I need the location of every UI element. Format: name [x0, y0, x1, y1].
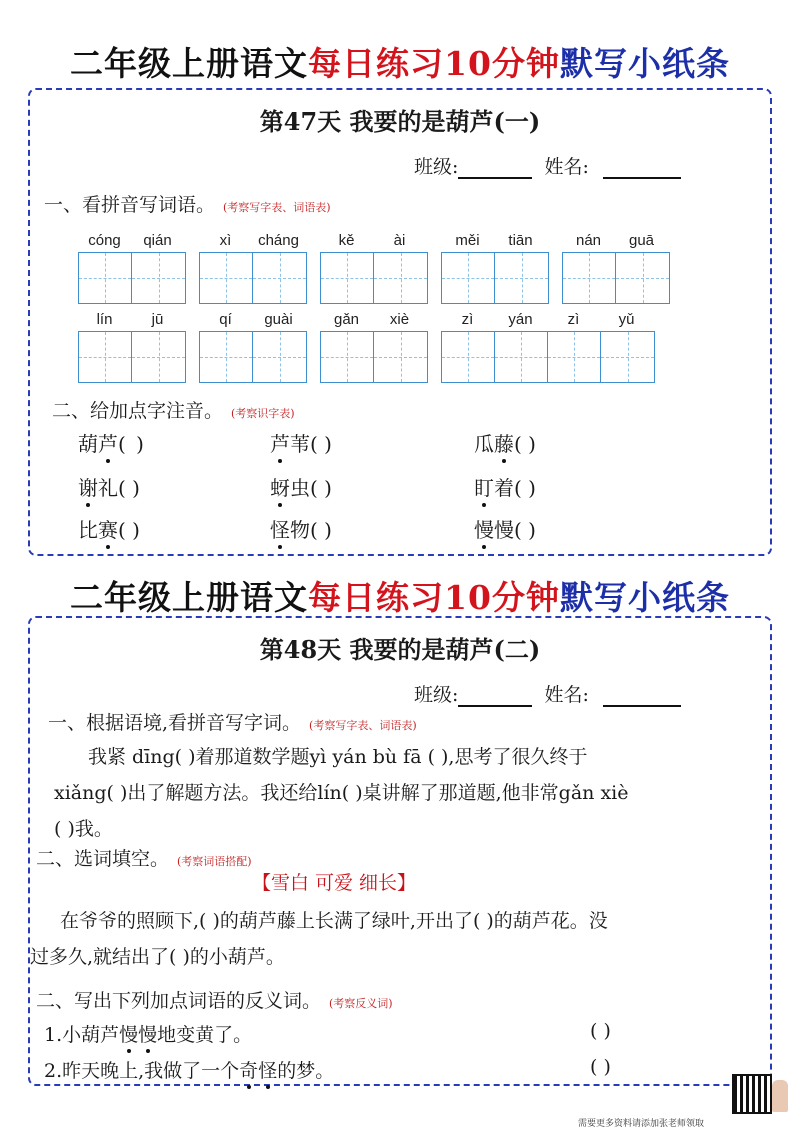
antonym-question-1: 1.小葫芦慢慢地变黄了。 — [44, 1020, 252, 1047]
word-grid-ganxie[interactable] — [320, 311, 428, 383]
class-label: 班级: — [414, 156, 459, 178]
writing-cell[interactable] — [253, 332, 306, 382]
writing-cell[interactable] — [442, 253, 495, 303]
writing-cell[interactable] — [132, 332, 185, 382]
writing-cell[interactable] — [548, 332, 601, 382]
day47-title: 第47天 我要的是葫芦(一) — [259, 107, 541, 136]
fill-paragraph-line2[interactable]: 过多久,就结出了( )的小葫芦。 — [30, 946, 285, 968]
section-title: 一、看拼音写词语。 — [44, 194, 216, 216]
section-title: 二、写出下列加点词语的反义词。 — [36, 990, 322, 1012]
section-note: (考察反义词) — [329, 997, 393, 1010]
day48-section2-heading — [36, 844, 252, 871]
writing-cell[interactable] — [563, 253, 616, 303]
day47-card — [28, 88, 772, 556]
pinyin: cóng — [88, 232, 121, 249]
antonym-question-2: 2.昨天晚上,我做了一个奇怪的梦。 — [44, 1056, 334, 1083]
section-title: 二、给加点字注音。 — [52, 400, 224, 422]
day48-card — [28, 616, 772, 1086]
pinyin: xiè — [389, 311, 410, 328]
header-grade-text: 二年级上册语文 — [70, 44, 309, 83]
writing-cell[interactable] — [253, 253, 306, 303]
section-note: (考察写字表、词语表) — [223, 201, 331, 214]
pinyin: kě — [338, 232, 355, 249]
word-grid-ziyanziyu[interactable] — [441, 311, 655, 383]
pinyin: jū — [151, 311, 164, 328]
annotate-item[interactable]: 慢慢( ) — [474, 514, 536, 543]
footer-note: 需要更多资料请添加张老师领取 — [578, 1119, 705, 1129]
pinyin: guài — [264, 311, 293, 328]
annotate-item[interactable]: 比赛( ) — [78, 514, 140, 543]
section-note: (考察写字表、词语表) — [309, 719, 417, 732]
page-header-bottom — [0, 572, 800, 619]
annotate-item[interactable]: 芦苇( ) — [270, 428, 332, 457]
section-title: 二、选词填空。 — [36, 848, 170, 870]
writing-cell[interactable] — [601, 332, 654, 382]
section-note: (考察识字表) — [231, 407, 295, 420]
writing-cell[interactable] — [442, 332, 495, 382]
day48-class-name-row — [414, 680, 681, 707]
header-practice-text: 每日练习10分钟 — [308, 44, 560, 83]
teacher-avatar-icon — [772, 1080, 788, 1112]
page-header-top — [0, 38, 800, 85]
pinyin: zì — [461, 311, 474, 328]
word-grid-meitian[interactable] — [441, 232, 549, 304]
word-grid-xichang[interactable] — [199, 232, 307, 304]
writing-cell[interactable] — [132, 253, 185, 303]
name-blank[interactable] — [603, 685, 681, 707]
writing-cell[interactable] — [495, 332, 548, 382]
header-practice-text: 每日练习10分钟 — [308, 578, 560, 617]
writing-cell[interactable] — [495, 253, 548, 303]
section-note: (考察词语搭配) — [177, 855, 252, 868]
name-blank[interactable] — [603, 157, 681, 179]
header-grade-text: 二年级上册语文 — [70, 578, 309, 617]
word-choices: 【雪白 可爱 细长】 — [251, 872, 417, 894]
writing-cell[interactable] — [200, 253, 253, 303]
context-paragraph-line2[interactable]: xiǎng( )出了解题方法。我还给lín( )桌讲解了那道题,他非常gǎn xiè — [54, 782, 629, 804]
section-title: 一、根据语境,看拼音写字词。 — [48, 712, 302, 734]
name-label: 姓名: — [544, 684, 589, 706]
pinyin: tiān — [508, 232, 533, 249]
word-grid-keai[interactable] — [320, 232, 428, 304]
antonym-answer-1[interactable]: ( ) — [590, 1020, 611, 1042]
name-label: 姓名: — [544, 156, 589, 178]
pinyin: qián — [143, 232, 172, 249]
qr-code-icon — [732, 1074, 772, 1114]
writing-cell[interactable] — [79, 253, 132, 303]
pinyin: lín — [96, 311, 113, 328]
class-blank[interactable] — [458, 157, 532, 179]
day48-title: 第48天 我要的是葫芦(二) — [259, 635, 541, 664]
pinyin: měi — [455, 232, 480, 249]
word-grid-congqian[interactable] — [78, 232, 186, 304]
pinyin: ài — [393, 232, 406, 249]
annotate-item[interactable]: 蚜虫( ) — [270, 472, 332, 501]
word-grid-qiguai[interactable] — [199, 311, 307, 383]
writing-cell[interactable] — [321, 253, 374, 303]
annotate-item[interactable]: 葫芦( ) — [78, 428, 146, 457]
qr-code-area — [732, 1074, 788, 1114]
annotate-item[interactable]: 盯着( ) — [474, 472, 536, 501]
writing-cell[interactable] — [79, 332, 132, 382]
pinyin: qí — [219, 311, 232, 328]
pinyin: zì — [567, 311, 580, 328]
word-grid-nangua[interactable] — [562, 232, 670, 304]
writing-cell[interactable] — [200, 332, 253, 382]
class-blank[interactable] — [458, 685, 532, 707]
word-grid-linju[interactable] — [78, 311, 186, 383]
pinyin: yǔ — [618, 311, 635, 328]
pinyin: nán — [575, 232, 602, 249]
writing-cell[interactable] — [374, 253, 427, 303]
day47-section2-heading — [52, 396, 295, 423]
header-dictation-text: 默写小纸条 — [559, 44, 730, 83]
context-paragraph-line1[interactable]: 我紧 dīng( )着那道数学题yì yán bù fā ( ),思考了很久终于 — [88, 746, 588, 768]
day48-section3-heading — [36, 986, 393, 1013]
day48-section1-heading — [48, 708, 417, 735]
antonym-answer-2[interactable]: ( ) — [590, 1056, 611, 1078]
writing-cell[interactable] — [321, 332, 374, 382]
pinyin: guā — [628, 232, 655, 249]
pinyin: gǎn — [333, 311, 360, 328]
pinyin: cháng — [258, 232, 299, 249]
pinyin: xì — [219, 232, 232, 249]
context-paragraph-line3[interactable]: ( )我。 — [54, 818, 113, 840]
day47-section1-heading — [44, 190, 331, 217]
class-label: 班级: — [414, 684, 459, 706]
header-dictation-text: 默写小纸条 — [559, 578, 730, 617]
annotate-item[interactable]: 谢礼( ) — [78, 472, 140, 501]
fill-paragraph-line1[interactable]: 在爷爷的照顾下,( )的葫芦藤上长满了绿叶,开出了( )的葫芦花。没 — [60, 910, 608, 932]
writing-cell[interactable] — [374, 332, 427, 382]
writing-cell[interactable] — [616, 253, 669, 303]
annotate-item[interactable]: 怪物( ) — [270, 514, 332, 543]
annotate-item[interactable]: 瓜藤( ) — [474, 428, 536, 457]
day47-class-name-row — [414, 152, 681, 179]
pinyin: yán — [508, 311, 533, 328]
